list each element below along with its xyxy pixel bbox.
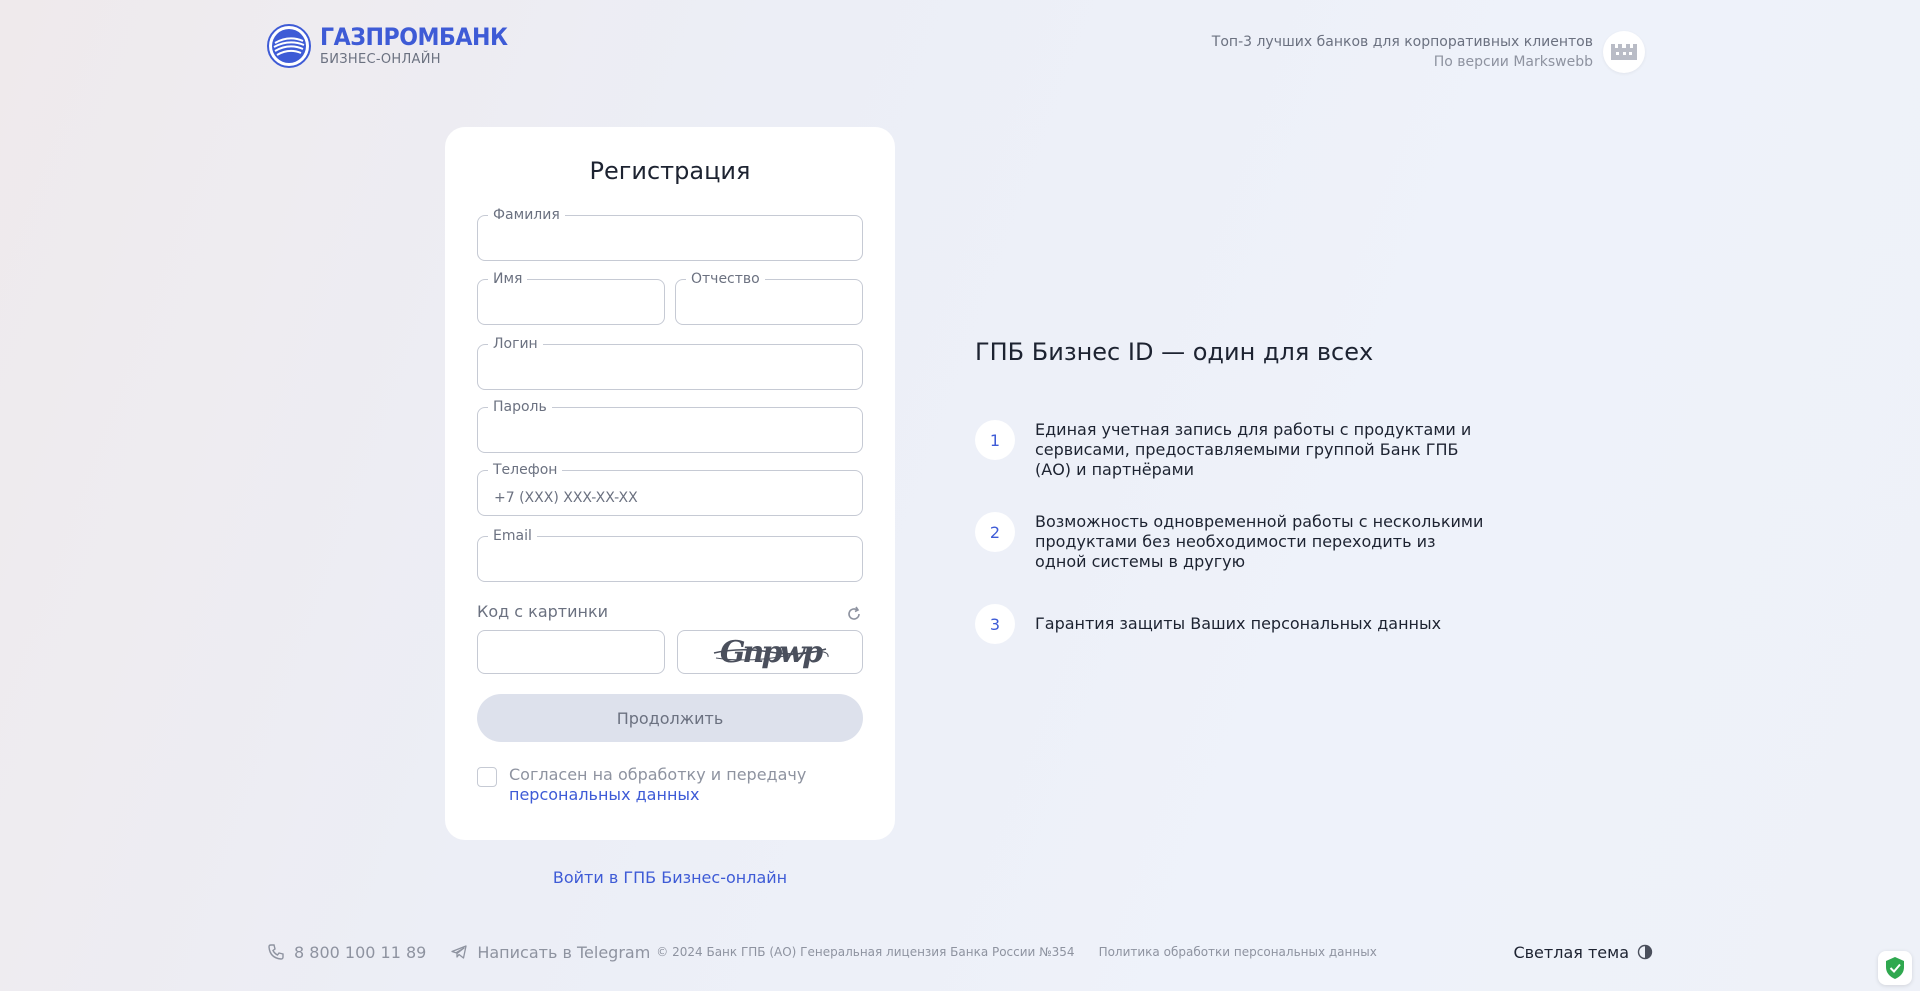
personal-data-link[interactable]: персональных данных bbox=[509, 785, 700, 804]
brand-name: ГАЗПРОМБАНК bbox=[320, 23, 508, 51]
consent-text: Согласен на обработку и передачу bbox=[509, 765, 807, 784]
security-shield-icon[interactable] bbox=[1878, 951, 1912, 985]
telegram-icon bbox=[450, 943, 468, 961]
captcha-label: Код с картинки bbox=[477, 602, 609, 621]
surname-label: Фамилия bbox=[488, 206, 565, 224]
consent-checkbox[interactable] bbox=[477, 767, 497, 787]
feature-text: Возможность одновременной работы с несколькими продуктами без необходимости переходить из одной системы в другую bbox=[1035, 512, 1484, 571]
consent-row bbox=[477, 765, 809, 805]
feature-text: Гарантия защиты Ваших персональных данных bbox=[1035, 614, 1442, 633]
phone-field[interactable] bbox=[477, 462, 863, 516]
login-field[interactable] bbox=[477, 336, 863, 390]
award-block bbox=[1212, 31, 1645, 73]
brand-logo[interactable] bbox=[267, 24, 524, 68]
markswebb-badge-icon bbox=[1603, 31, 1645, 73]
copyright: © 2024 Банк ГПБ (АО) Генеральная лицензия Банка России №354 bbox=[656, 945, 1075, 959]
info-title: ГПБ Бизнес ID — один для всех bbox=[975, 338, 1374, 366]
theme-label: Светлая тема bbox=[1513, 942, 1629, 962]
telegram-label: Написать в Telegram bbox=[477, 942, 651, 962]
registration-card bbox=[445, 127, 895, 840]
page-title: Регистрация bbox=[589, 157, 751, 185]
feature-number: 1 bbox=[975, 420, 1015, 460]
patronymic-field[interactable] bbox=[675, 271, 863, 325]
award-title: Топ-3 лучших банков для корпоративных клиентов bbox=[1211, 34, 1593, 50]
theme-toggle[interactable] bbox=[1513, 943, 1653, 962]
surname-field[interactable] bbox=[477, 207, 863, 261]
feature-item-1 bbox=[975, 420, 1485, 480]
feature-item-2 bbox=[975, 512, 1485, 572]
feature-number: 2 bbox=[975, 512, 1015, 552]
phone-label: Телефон bbox=[488, 461, 562, 479]
name-field[interactable] bbox=[477, 271, 665, 325]
feature-text: Единая учетная запись для работы с продуктами и сервисами, предоставляемыми группой Банк ГПБ (АО) и партнёрами bbox=[1035, 420, 1472, 479]
brand-subtitle: БИЗНЕС-ОНЛАЙН bbox=[320, 52, 441, 67]
phone-icon bbox=[267, 943, 285, 961]
footer bbox=[267, 940, 1653, 964]
theme-icon bbox=[1637, 944, 1653, 960]
feature-item-3 bbox=[975, 604, 1485, 644]
password-field[interactable] bbox=[477, 399, 863, 453]
captcha-field[interactable] bbox=[477, 630, 665, 674]
captcha-text: Gnpwp bbox=[719, 635, 821, 670]
footer-phone[interactable] bbox=[267, 943, 426, 962]
footer-telegram[interactable] bbox=[450, 943, 650, 962]
privacy-policy-link[interactable]: Политика обработки персональных данных bbox=[1098, 945, 1377, 959]
login-link[interactable]: Войти в ГПБ Бизнес-онлайн bbox=[552, 868, 788, 887]
phone-number: 8 800 100 11 89 bbox=[294, 942, 427, 962]
continue-button[interactable]: Продолжить bbox=[477, 694, 863, 742]
award-source: По версии Markswebb bbox=[1433, 54, 1593, 70]
refresh-captcha-icon[interactable] bbox=[845, 605, 863, 623]
captcha-input[interactable] bbox=[478, 631, 664, 673]
captcha-image bbox=[677, 630, 863, 674]
name-label: Имя bbox=[488, 270, 527, 288]
login-label: Логин bbox=[488, 335, 543, 353]
password-label: Пароль bbox=[488, 398, 552, 416]
email-field[interactable] bbox=[477, 528, 863, 582]
feature-number: 3 bbox=[975, 604, 1015, 644]
gazprombank-logo-icon bbox=[267, 24, 311, 68]
patronymic-label: Отчество bbox=[686, 270, 765, 288]
email-label: Email bbox=[488, 527, 537, 545]
